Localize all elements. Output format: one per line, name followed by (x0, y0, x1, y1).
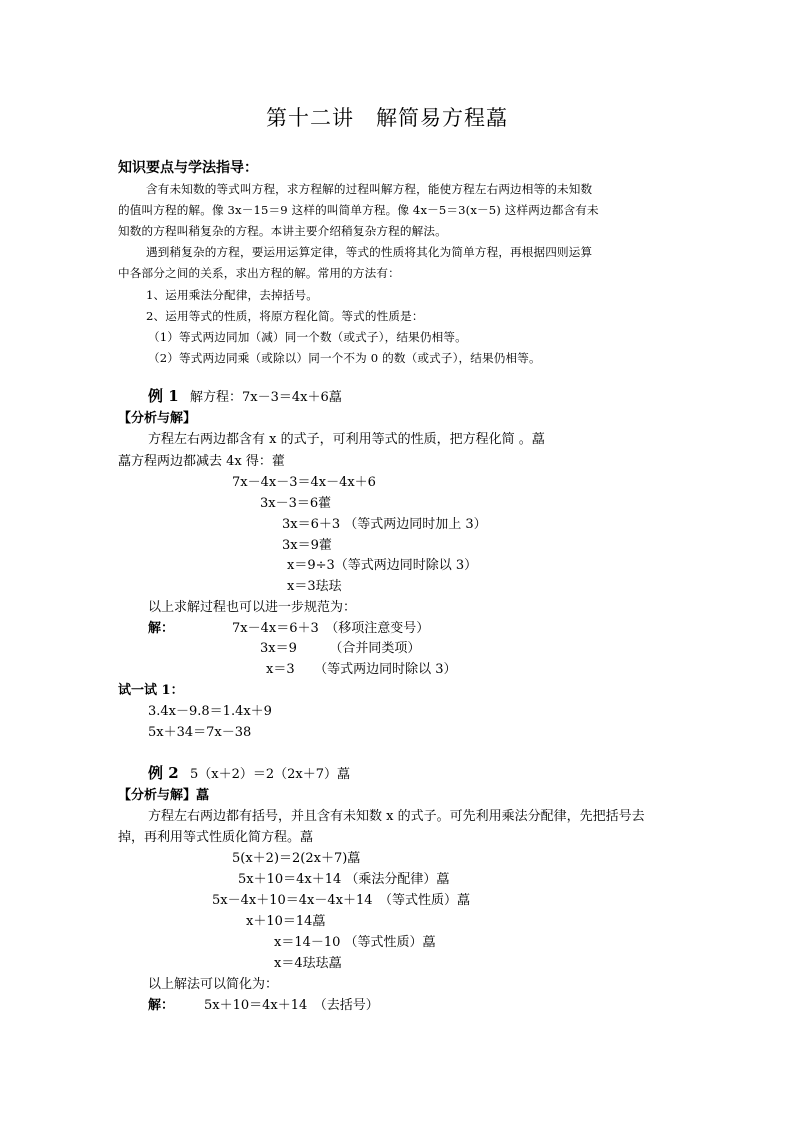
intro-line: （2）等式两边同乘（或除以）同一个不为 0 的数（或式子），结果仍相等。 (148, 351, 541, 365)
intro-line: 中各部分之间的关系，求出方程的解。常用的方法有： (118, 266, 400, 280)
intro-line: 含有未知数的等式叫方程，求方程解的过程叫解方程，能使方程左右两边相等的未知数 (146, 182, 593, 196)
example2-label: 例 2 (148, 764, 179, 782)
section-heading: 知识要点与学法指导： (118, 160, 258, 176)
page-title: 第十二讲 解简易方程藠 (266, 106, 508, 130)
intro-line: 2、运用等式的性质，将原方程化简。等式的性质是： (146, 309, 424, 323)
example1-analysis-heading: 【分析与解】 (118, 411, 197, 426)
example1-step: 7x－4x－3＝4x－4x＋6 (232, 475, 376, 490)
example2-solve-label: 解： (148, 998, 175, 1013)
example1-analysis: 方程左右两边都含有 x 的式子，可利用等式的性质，把方程化简 。藠 (148, 432, 545, 447)
example2-step: 5x＋10＝4x＋14 （乘法分配律）藠 (238, 872, 450, 887)
example1-solve-label: 解： (148, 621, 175, 636)
intro-line: 遇到稍复杂的方程，要运用运算定律，等式的性质将其化为简单方程，再根据四则运算 (146, 245, 593, 259)
example2-solution: 5x＋10＝4x＋14 （去括号） (204, 998, 379, 1013)
example1-step: 3x＝6＋3 （等式两边同时加上 3） (282, 517, 487, 532)
example1-solution: 3x＝9 （合并同类项） (260, 641, 421, 656)
example2-step: 5(x＋2)＝2(2x＋7)藠 (232, 851, 361, 866)
example2-step: x＝14－10 （等式性质）藠 (274, 935, 436, 950)
example2-step: x＋10＝14藠 (246, 914, 326, 929)
example2-analysis-heading: 【分析与解】藠 (118, 788, 210, 803)
tryit-item: 3.4x－9.8＝1.4x＋9 (148, 704, 272, 719)
intro-line: （1）等式两边同加（减）同一个数（或式子），结果仍相等。 (148, 330, 467, 344)
intro-line: 1、运用乘法分配律，去掉括号。 (146, 288, 318, 302)
example1-step: 3x＝9藿 (282, 538, 332, 553)
example1-step: x＝9÷3（等式两边同时除以 3） (287, 558, 478, 573)
example2-step: 5x－4x＋10＝4x－4x＋14 （等式性质）藠 (212, 893, 470, 908)
example1-norm-intro: 以上求解过程也可以进一步规范为： (148, 600, 357, 615)
example1-step-intro: 藠方程两边都减去 4x 得：藿 (118, 454, 285, 469)
example1-step: x＝3珐珐 (287, 579, 342, 594)
example2-step: x＝4珐珐藠 (274, 956, 342, 971)
tryit-label: 试一试 1： (118, 683, 184, 698)
example1-label: 例 1 (148, 387, 179, 405)
intro-line: 知数的方程叫稍复杂的方程。本讲主要介绍稍复杂方程的解法。 (118, 224, 447, 238)
intro-line: 的值叫方程的解。像 3x－15＝9 这样的叫简单方程。像 4x－5＝3(x－5) 这样两边都含有未 (118, 203, 599, 217)
example1-problem: 解方程：7x－3＝4x＋6藠 (190, 390, 342, 405)
tryit-item: 5x＋34＝7x－38 (148, 725, 252, 740)
example2-analysis-line: 方程左右两边都有括号，并且含有未知数 x 的式子。可先利用乘法分配律，先把括号去 (148, 809, 645, 824)
example1-solution: x＝3 （等式两边同时除以 3） (266, 662, 457, 677)
example2-problem: 5（x＋2）＝2（2x＋7）藠 (190, 767, 351, 782)
example1-solution: 7x－4x＝6＋3 （移项注意变号） (232, 621, 430, 636)
example1-step: 3x－3＝6藿 (260, 496, 332, 511)
example2-simplify-intro: 以上解法可以简化为： (148, 977, 279, 992)
example2-analysis-line: 掉，再利用等式性质化简方程。藠 (118, 830, 314, 845)
